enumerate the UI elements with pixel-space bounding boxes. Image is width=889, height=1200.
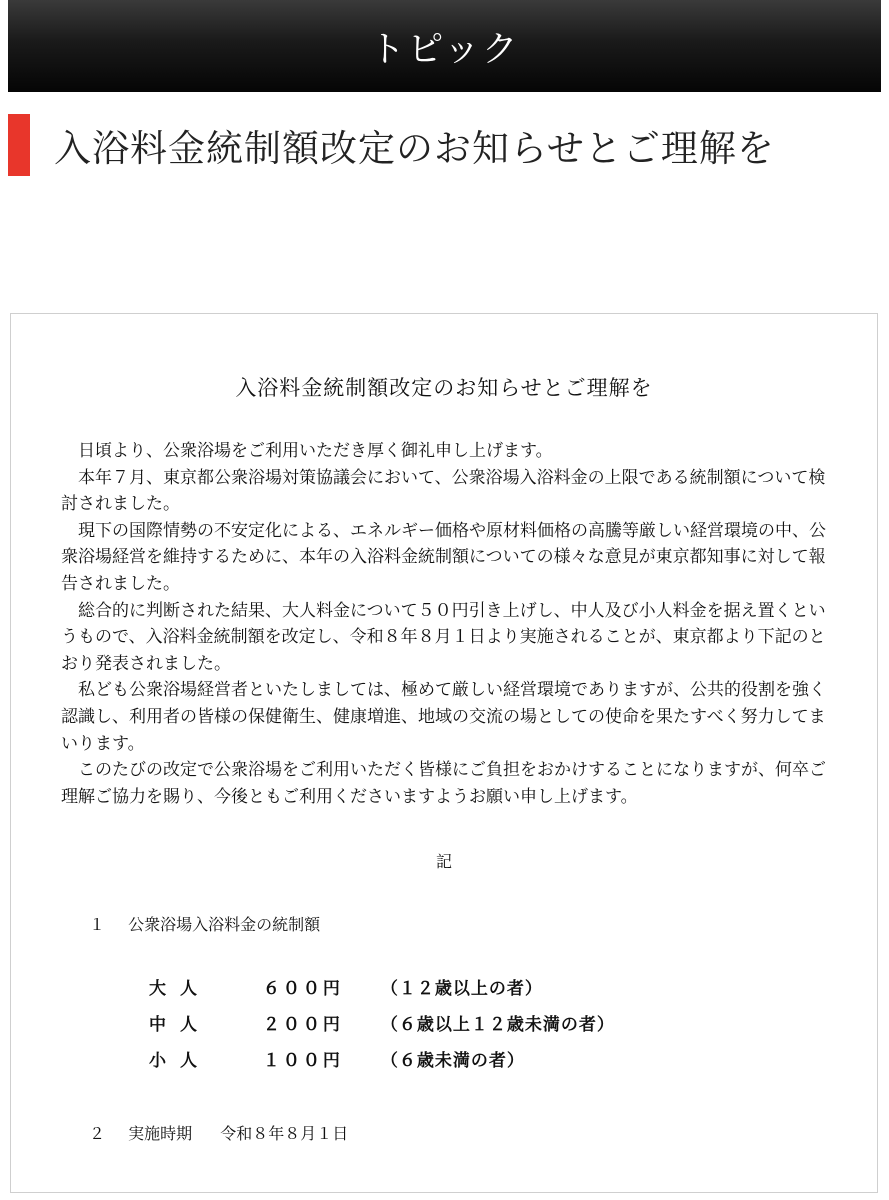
notice-paragraph: 現下の国際情勢の不安定化による、エネルギー価格や原材料価格の高騰等厳しい経営環境の中、公衆浴場経営を維持するために、本年の入浴料金統制額についての様々な意見が東京都知事に対して報告されました。 (61, 520, 826, 594)
notice-paragraph: 日頃より、公衆浴場をご利用いただき厚く御礼申し上げます。 (78, 441, 553, 461)
page-title: 入浴料金統制額改定のお知らせとご理解を (54, 127, 775, 170)
ki-heading: 記 (435, 852, 452, 871)
notice-paragraph: 私ども公衆浴場経営者といたしましては、極めて厳しい経営環境でありますが、公共的役割を強く認識し、利用者の皆様の保健衛生、健康増進、地域の交流の場としての使命を果たすべく努力してまいります。 (61, 680, 826, 754)
fee-row (149, 971, 615, 1007)
item-1-label: 公衆浴場入浴料金の統制額 (128, 915, 321, 934)
notice-title: 入浴料金統制額改定のお知らせとご理解を (235, 376, 653, 400)
fee-price: １００円 (262, 1051, 343, 1071)
item-2-value: 令和８年８月１日 (220, 1124, 349, 1143)
heading-accent-bar (8, 114, 30, 176)
fee-row (149, 1007, 615, 1043)
fee-price: ２００円 (262, 1015, 343, 1035)
fee-row (149, 1043, 615, 1079)
fee-category: 中人 (149, 1015, 211, 1035)
fee-note: （６歳未満の者） (380, 1051, 525, 1071)
top-header-bar (8, 0, 881, 92)
notice-paragraph: このたびの改定で公衆浴場をご利用いただく皆様にご負担をおかけすることになりますが、何卒ご理解ご協力を賜り、今後ともご利用くださいますようお願い申し上げます。 (61, 760, 826, 807)
item-2-label: 実施時期 (128, 1124, 193, 1143)
item-2-number: ２ (89, 1124, 106, 1143)
fee-price: ６００円 (262, 979, 343, 999)
fee-category: 小人 (149, 1051, 211, 1071)
fee-category: 大人 (149, 979, 211, 999)
header-title: トピック (369, 28, 520, 70)
item-2-heading (89, 1121, 348, 1144)
notice-image (10, 313, 878, 1193)
fee-table (149, 971, 615, 1079)
item-1-heading (89, 912, 320, 935)
fee-note: （６歳以上１２歳未満の者） (380, 1015, 615, 1035)
page-heading (8, 112, 881, 178)
notice-paragraph: 本年７月、東京都公衆浴場対策協議会において、公衆浴場入浴料金の上限である統制額について検討されました。 (61, 467, 826, 515)
notice-paragraph: 総合的に判断された結果、大人料金について５０円引き上げし、中人及び小人料金を据え置くというもので、入浴料金統制額を改定し、令和８年８月１日より実施されることが、東京都より下記のとおり発表されました。 (61, 600, 826, 674)
item-1-number: １ (89, 915, 106, 934)
notice-body (61, 438, 841, 810)
fee-note: （１２歳以上の者） (380, 979, 543, 999)
